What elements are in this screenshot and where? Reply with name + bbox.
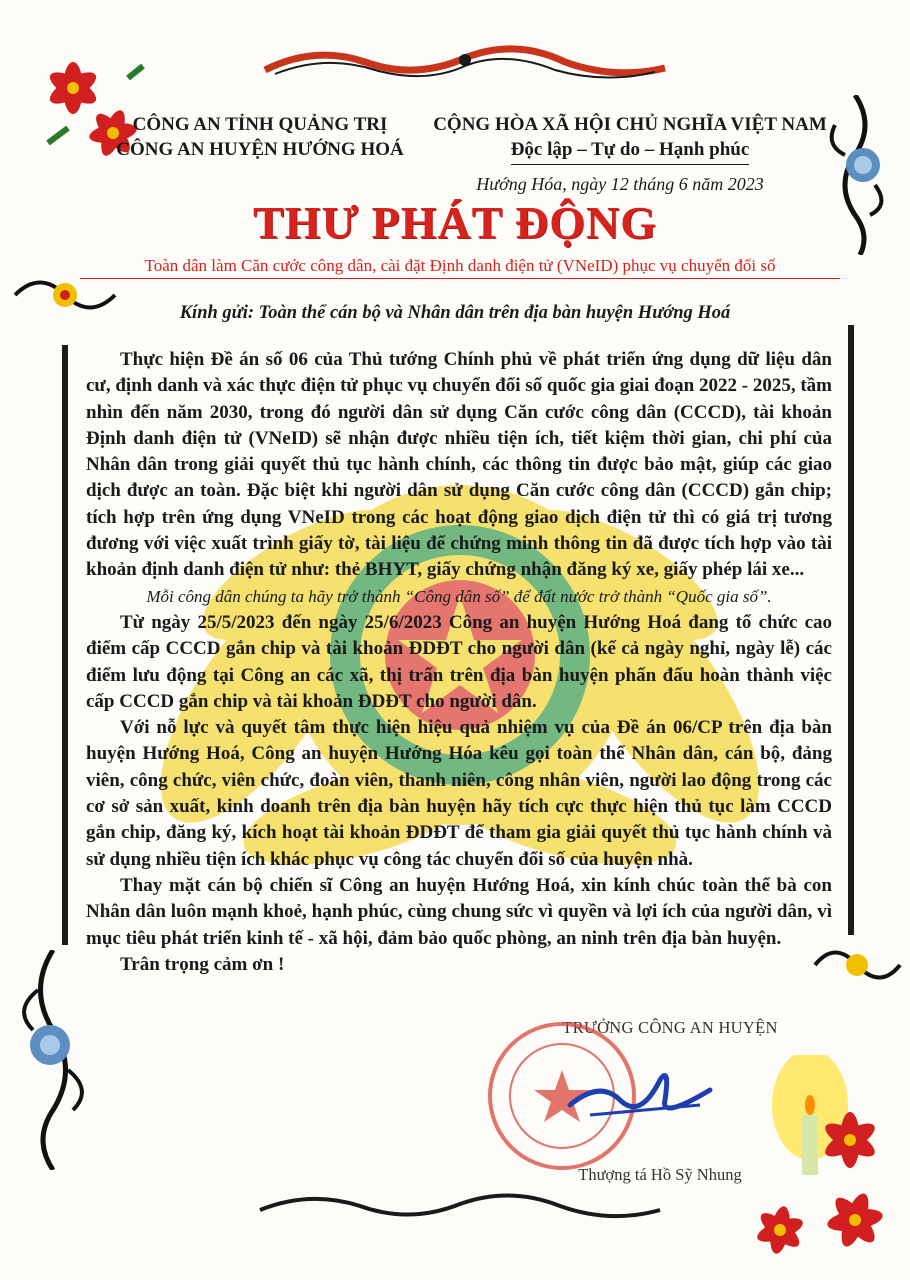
document-subtitle: Toàn dân làm Căn cước công dân, cài đặt Định danh điện tử (VNeID) phục vụ chuyển đổi số: [80, 256, 840, 279]
frame-line-right: [848, 325, 854, 935]
paragraph-1: Thực hiện Đề án số 06 của Thủ tướng Chính phủ về phát triển ứng dụng dữ liệu dân cư, định danh và xác thực điện tử phục vụ chuyển đổi số quốc gia giai đoạn 2022 - 2025, tầm nhìn đến năm 2030, trong đó người dân sử dụng Căn cước công dân (CCCD), tài khoản Định danh điện tử (VNeID) sẽ nhận được nhiều tiện ích, tiết kiệm thời gian, chi phí của Nhân dân trong giải quyết thủ tục hành chính, các thông tin được bảo mật, giúp các giao dịch được an toàn. Đặc biệt khi người dân sử dụng Căn cước công dân (CCCD) gắn chip; tích hợp trên ứng dụng VNeID trong các hoạt động giao dịch điện tử thì có giá trị tương đương với việc xuất trình giấy tờ, tài liệu để chứng minh thông tin đã được tích hợp vào tài khoản định danh điện tử như: thẻ BHYT, giấy chứng nhận đăng ký xe, giấy phép lái xe...: [86, 349, 832, 581]
paragraph-2: Từ ngày 25/5/2023 đến ngày 25/6/2023 Công an huyện Hướng Hoá đang tổ chức cao điểm cấp CCCD gắn chip và tài khoản ĐDĐT cho người dân (kể cả ngày nghỉ, ngày lễ) các điểm lưu động tại Công an các xã, thị trấn trên địa bàn huyện phấn đấu hoàn thành việc cấp CCCD gắn chip và tài khoản ĐDĐT cho người dân.: [86, 611, 832, 712]
agency-line-1: CÔNG AN TỈNH QUẢNG TRỊ: [132, 114, 388, 135]
blue-rose-icon: [8, 950, 98, 1170]
paragraph-3: Với nỗ lực và quyết tâm thực hiện hiệu quả nhiệm vụ của Đề án 06/CP trên địa bàn huyện Hướng Hoá, Công an huyện Hướng Hóa kêu gọi toàn thể Nhân dân, cán bộ, đảng viên, công chức, viên chức, đoàn viên, thanh niên, công nhân viên, người lao động trong các cơ sở sản xuất, kinh doanh trên địa bàn huyện hãy tích cực thực hiện thủ tục làm CCCD gắn chip, đăng ký, kích hoạt tài khoản ĐDĐT để tham gia giải quyết thủ tục hành chính và sử dụng nhiều tiện ích khác phục vụ công tác chuyển đổi số của huyện nhà.: [86, 717, 832, 870]
national-header: [420, 112, 840, 165]
signer-title: TRƯỞNG CÔNG AN HUYỆN: [562, 1018, 778, 1037]
letter-body: [86, 347, 832, 978]
salutation: Kính gửi: Toàn thể cán bộ và Nhân dân trên địa bàn huyện Hướng Hoá: [179, 303, 731, 323]
top-ornament-icon: [255, 40, 675, 86]
signature-icon: [560, 1060, 720, 1130]
issuing-agency: [100, 112, 420, 162]
agency-line-2: CÔNG AN HUYỆN HƯỚNG HOÁ: [116, 139, 404, 160]
closing-thanks: Trân trọng cảm ơn !: [120, 953, 285, 975]
signer-name: Thượng tá Hồ Sỹ Nhung: [578, 1165, 742, 1184]
frame-line-left: [62, 345, 68, 945]
nation-name: CỘNG HÒA XÃ HỘI CHỦ NGHĨA VIỆT NAM: [433, 114, 827, 135]
date-place: Hướng Hóa, ngày 12 tháng 6 năm 2023: [476, 174, 764, 194]
paragraph-4: Thay mặt cán bộ chiến sĩ Công an huyện Hướng Hoá, xin kính chúc toàn thể bà con Nhân dân luôn mạnh khoẻ, hạnh phúc, cùng chung sức vì quyền và lợi ích của người dân, vì mục tiêu phát triển kinh tế - xã hội, đảm bảo quốc phòng, an ninh trên địa bàn huyện.: [86, 874, 832, 949]
nation-motto: Độc lập – Tự do – Hạnh phúc: [511, 137, 750, 165]
document-title: THƯ PHÁT ĐỘNG: [252, 197, 658, 248]
slogan-quote: Mỗi công dân chúng ta hãy trở thành “Công dân số” để đất nước trở thành “Quốc gia số”.: [146, 586, 772, 606]
bottom-ornament-icon: [250, 1190, 670, 1230]
